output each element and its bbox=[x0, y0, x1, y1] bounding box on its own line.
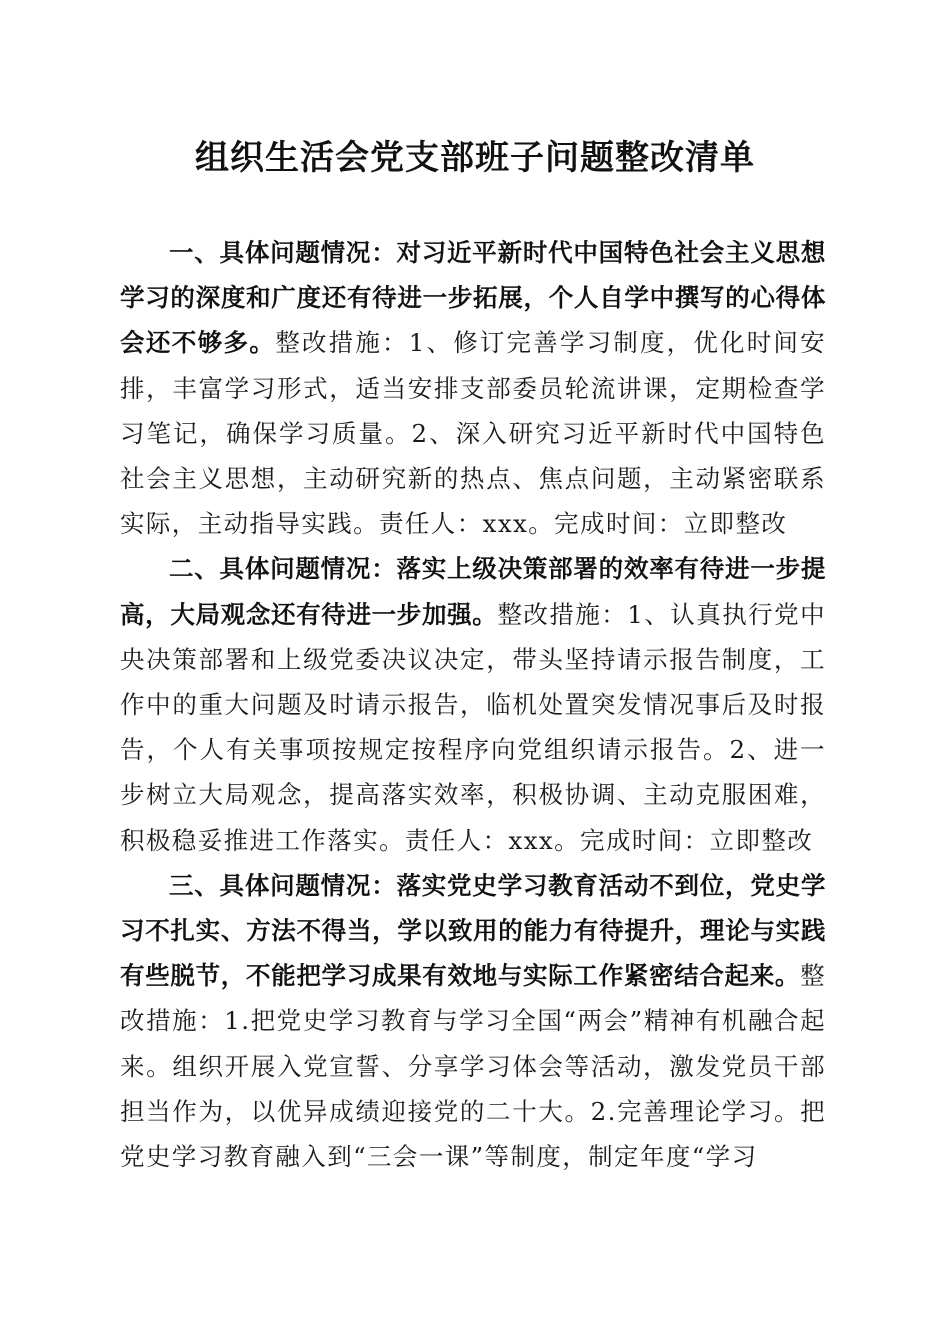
problem-statement-1: 一、具体问题情况：对习近平新时代中国特色社会主义思想学习的深度和广度还有待进一步拓展，个人自学中撰写的心得体会还不够多。 bbox=[120, 238, 826, 358]
problem-statement-2: 二、具体问题情况：落实上级决策部署的效率有待进一步提高，大局观念还有待进一步加强。 bbox=[120, 554, 826, 629]
problem-statement-3: 三、具体问题情况：落实党史学习教育活动不到位，党史学习不扎实、方法不得当，学以致用的能力有待提升，理论与实践有些脱节，不能把学习成果有效地与实际工作紧密结合起来。 bbox=[120, 870, 826, 991]
section-paragraph-2 bbox=[120, 546, 826, 862]
document-body bbox=[120, 230, 826, 1179]
section-paragraph-3 bbox=[120, 863, 826, 1179]
page-title: 组织生活会党支部班子问题整改清单 bbox=[195, 138, 755, 178]
rectification-measures-3: 整改措施：1.把党史学习教育与学习全国“两会”精神有机融合起来。组织开展入党宣誓、分享学习体会等活动，激发党员干部担当作为，以优异成绩迎接党的二十大。2.完善理论学习。把党史学习教育融入到“三会一课”等制度，制定年度“学习 bbox=[120, 961, 826, 1172]
rectification-measures-2: 整改措施：1、认真执行党中央决策部署和上级党委决议决定，带头坚持请示报告制度，工作中的重大问题及时请示报告，临机处置突发情况事后及时报告，个人有关事项按规定按程序向党组织请示报告。2、进一步树立大局观念，提高落实效率，积极协调、主动克服困难，积极稳妥推进工作落实。责任人：xxx。完成时间：立即整改 bbox=[120, 599, 826, 855]
section-paragraph-1 bbox=[120, 230, 826, 546]
rectification-measures-1: 整改措施：1、修订完善学习制度，优化时间安排，丰富学习形式，适当安排支部委员轮流讲课，定期检查学习笔记，确保学习质量。2、深入研究习近平新时代中国特色社会主义思想，主动研究新的热点、焦点问题，主动紧密联系实际，主动指导实践。责任人：xxx。完成时间：立即整改 bbox=[120, 328, 826, 539]
